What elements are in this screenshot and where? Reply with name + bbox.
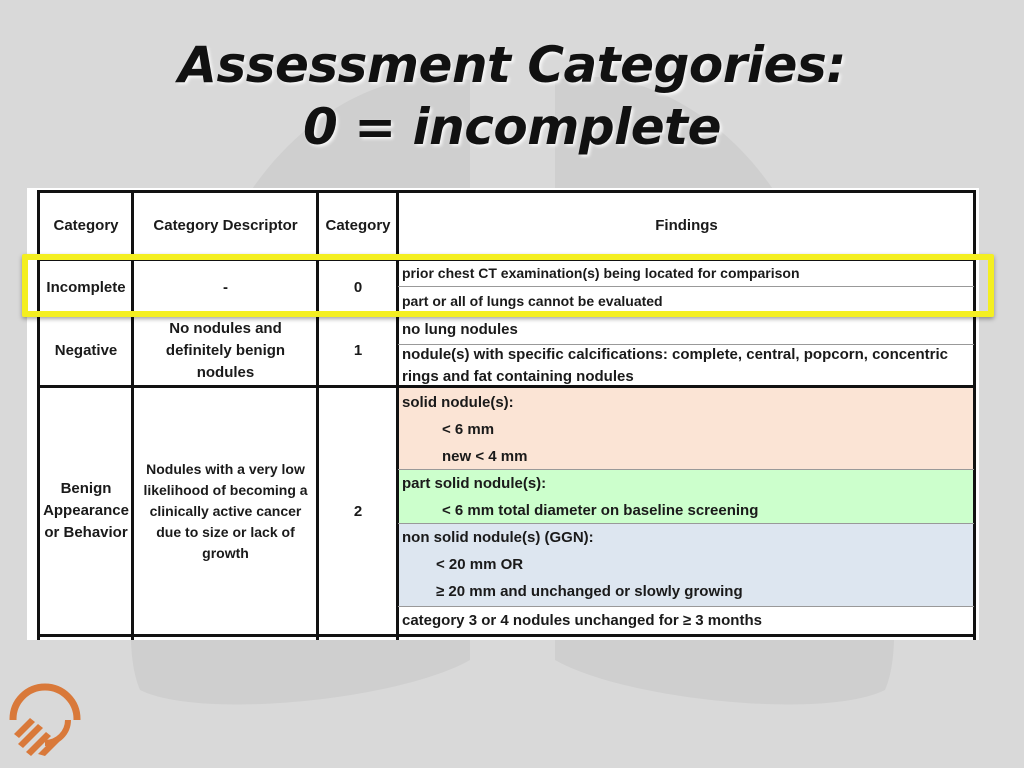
header-category-descriptor: Category Descriptor bbox=[153, 216, 298, 234]
incomplete-row-highlight bbox=[22, 254, 994, 317]
grid-line bbox=[37, 634, 976, 637]
incomplete-finding-2: part or all of lungs cannot be evaluated bbox=[402, 293, 663, 309]
header-findings: Findings bbox=[655, 216, 718, 234]
solid-finding-2: new < 4 mm bbox=[442, 448, 528, 465]
benign-descriptor-line-3: clinically active cancer bbox=[149, 502, 302, 519]
negative-finding-1: no lung nodules bbox=[402, 321, 518, 338]
negative-descriptor-line-3: nodules bbox=[196, 363, 255, 381]
incomplete-category: Incomplete bbox=[46, 278, 126, 296]
benign-descriptor bbox=[133, 387, 318, 635]
benign-category-line-2: Appearance bbox=[43, 502, 129, 519]
part-solid-finding-1: < 6 mm total diameter on baseline screening bbox=[442, 502, 759, 519]
grid-line bbox=[37, 385, 976, 388]
grid-line bbox=[398, 606, 974, 607]
negative-number: 1 bbox=[353, 342, 363, 359]
negative-category: Negative bbox=[54, 342, 118, 359]
part-solid-finding-title: part solid nodule(s): bbox=[402, 475, 547, 492]
negative-finding-2-cont: rings and fat containing nodules bbox=[402, 368, 634, 385]
title-line-1: Assessment Categories: bbox=[178, 36, 846, 94]
grid-line bbox=[37, 190, 976, 193]
other-finding: category 3 or 4 nodules unchanged for ≥ 3 months bbox=[402, 612, 762, 629]
solid-finding-title: solid nodule(s): bbox=[402, 394, 514, 411]
benign-descriptor-line-2: likelihood of becoming a bbox=[143, 481, 308, 498]
negative-descriptor bbox=[133, 315, 318, 386]
header-category: Category bbox=[53, 216, 119, 234]
header-category-number: Category bbox=[325, 216, 391, 234]
negative-descriptor-line-1: No nodules and bbox=[169, 319, 282, 337]
incomplete-number: 0 bbox=[353, 278, 363, 296]
benign-category-line-3: or Behavior bbox=[44, 524, 128, 541]
incomplete-descriptor: - bbox=[223, 278, 228, 296]
benign-descriptor-line-4: due to size or lack of bbox=[156, 523, 295, 540]
non-solid-finding-title: non solid nodule(s) (GGN): bbox=[402, 529, 594, 546]
negative-finding-2: nodule(s) with specific calcifications: complete, central, popcorn, concentric bbox=[402, 346, 948, 363]
grid-line bbox=[398, 344, 974, 345]
brand-logo-icon bbox=[8, 682, 82, 756]
solid-finding-1: < 6 mm bbox=[442, 421, 495, 438]
benign-category-line-1: Benign bbox=[60, 480, 112, 497]
negative-descriptor-line-2: definitely benign bbox=[165, 341, 286, 359]
non-solid-finding-2: ≥ 20 mm and unchanged or slowly growing bbox=[436, 583, 743, 600]
title-line-2: 0 = incomplete bbox=[303, 98, 721, 156]
grid-line bbox=[398, 469, 974, 470]
grid-line bbox=[398, 523, 974, 524]
slide-title bbox=[0, 34, 1024, 158]
benign-number: 2 bbox=[353, 502, 363, 520]
benign-descriptor-line-5: growth bbox=[202, 544, 249, 561]
incomplete-finding-1: prior chest CT examination(s) being located for comparison bbox=[402, 265, 800, 281]
non-solid-finding-1: < 20 mm OR bbox=[436, 556, 524, 573]
benign-descriptor-line-1: Nodules with a very low bbox=[146, 460, 305, 477]
benign-category bbox=[39, 387, 133, 635]
